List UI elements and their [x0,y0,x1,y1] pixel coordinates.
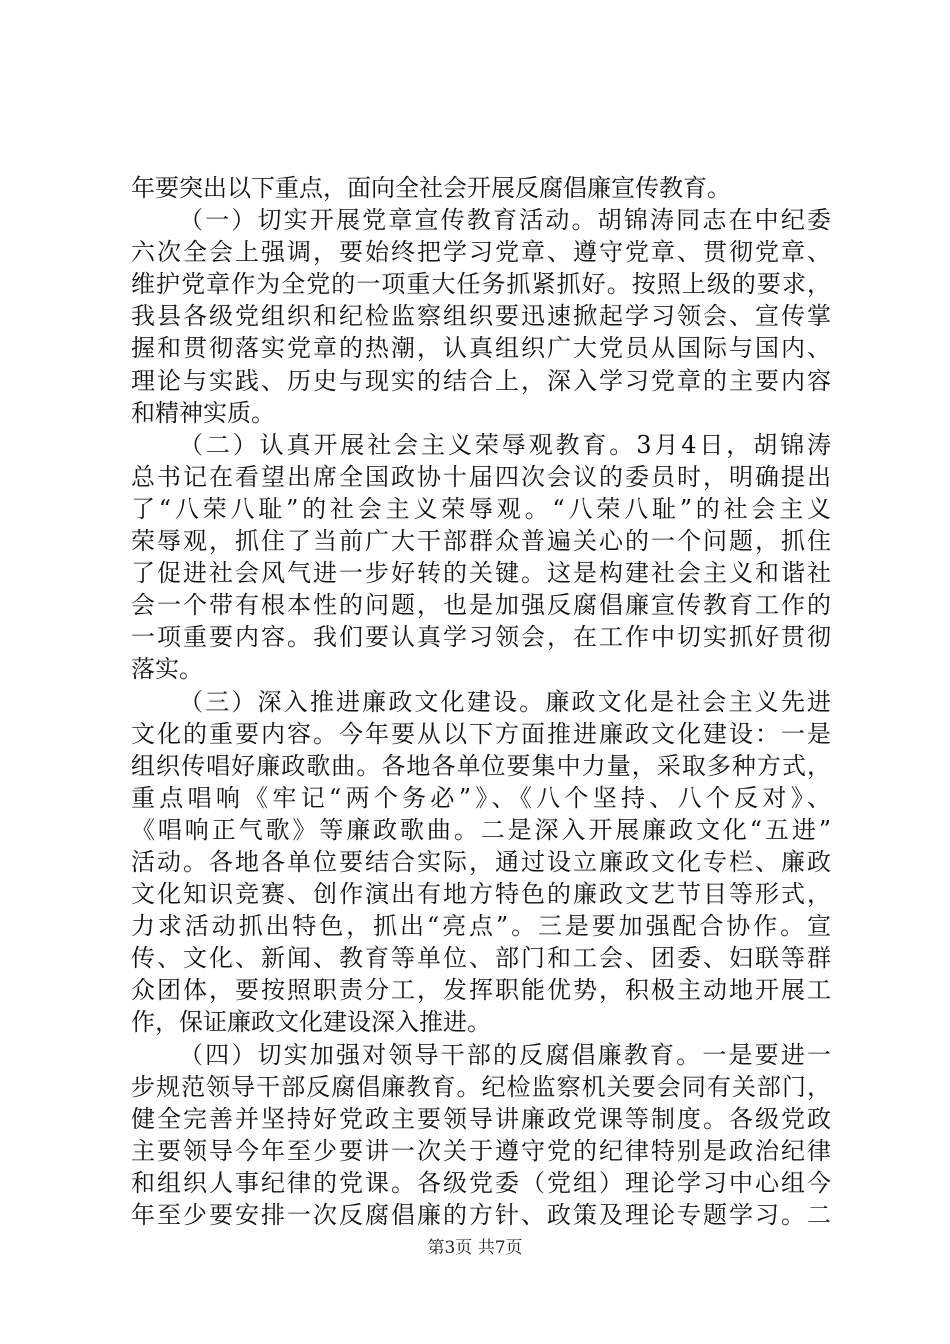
text-line: 步规范领导干部反腐倡廉教育。纪检监察机关要会同有关部门， [131,1072,831,1101]
text-line: 和组织人事纪律的党课。各级党委（党组）理论学习中心组今 [131,1168,831,1197]
text-line: 年至少要安排一次反腐倡廉的方针、政策及理论专题学习。二 [131,1201,831,1229]
text-line: 组织传唱好廉政歌曲。各地各单位要集中力量，采取多种方式， [131,751,831,780]
page-footer: 第3页 共7页 [427,1238,523,1258]
text-line: 一项重要内容。我们要认真学习领会，在工作中切实抓好贯彻 [131,623,831,652]
text-line: 了促进社会风气进一步好转的关键。这是构建社会主义和谐社 [131,559,831,588]
text-line: 文化知识竞赛、创作演出有地方特色的廉政文艺节目等形式， [131,880,831,909]
text-line: 落实。 [131,655,203,684]
text-line: （一）切实开展党章宣传教育活动。胡锦涛同志在中纪委 [179,206,831,235]
text-line: （三）深入推进廉政文化建设。廉政文化是社会主义先进 [179,687,831,716]
text-line: 和精神实质。 [131,398,275,427]
text-line: 握和贯彻落实党章的热潮，认真组织广大党员从国际与国内、 [131,334,831,363]
text-line: 文化的重要内容。今年要从以下方面推进廉政文化建设：一是 [131,719,831,748]
text-line: 总书记在看望出席全国政协十届四次会议的委员时，明确提出 [131,462,831,491]
text-line: 力求活动抓出特色，抓出“亮点”。三是要加强配合协作。宣 [131,912,831,941]
text-line: 作，保证廉政文化建设深入推进。 [131,1008,491,1037]
text-line: 《唱响正气歌》等廉政歌曲。二是深入开展廉政文化“五进” [131,815,831,844]
text-line: 主要领导今年至少要讲一次关于遵守党的纪律特别是政治纪律 [131,1136,831,1165]
text-line: 理论与实践、历史与现实的结合上，深入学习党章的主要内容 [131,366,831,395]
text-line: 活动。各地各单位要结合实际，通过设立廉政文化专栏、廉政 [131,847,831,876]
text-line: 我县各级党组织和纪检监察组织要迅速掀起学习领会、宣传掌 [131,302,831,331]
text-line: 重点唱响《牢记“两个务必”》、《八个坚持、八个反对》、 [131,783,831,812]
text-line: 年要突出以下重点，面向全社会开展反腐倡廉宣传教育。 [131,174,731,202]
text-line: 维护党章作为全党的一项重大任务抓紧抓好。按照上级的要求， [131,270,831,299]
text-line: 健全完善并坚持好党政主要领导讲廉政党课等制度。各级党政 [131,1104,831,1133]
text-line: 六次全会上强调，要始终把学习党章、遵守党章、贯彻党章、 [131,238,831,267]
text-line: 众团体，要按照职责分工，发挥职能优势，积极主动地开展工 [131,976,831,1005]
text-line: 会一个带有根本性的问题，也是加强反腐倡廉宣传教育工作的 [131,591,831,620]
text-line: （四）切实加强对领导干部的反腐倡廉教育。一是要进一 [179,1040,831,1069]
text-line: 传、文化、新闻、教育等单位、部门和工会、团委、妇联等群 [131,944,831,973]
text-line: （二）认真开展社会主义荣辱观教育。3月4日，胡锦涛 [179,430,831,459]
text-line: 了“八荣八耻”的社会主义荣辱观。“八荣八耻”的社会主义 [131,494,831,523]
text-line: 荣辱观，抓住了当前广大干部群众普遍关心的一个问题，抓住 [131,527,831,556]
document-body [131,172,831,1231]
